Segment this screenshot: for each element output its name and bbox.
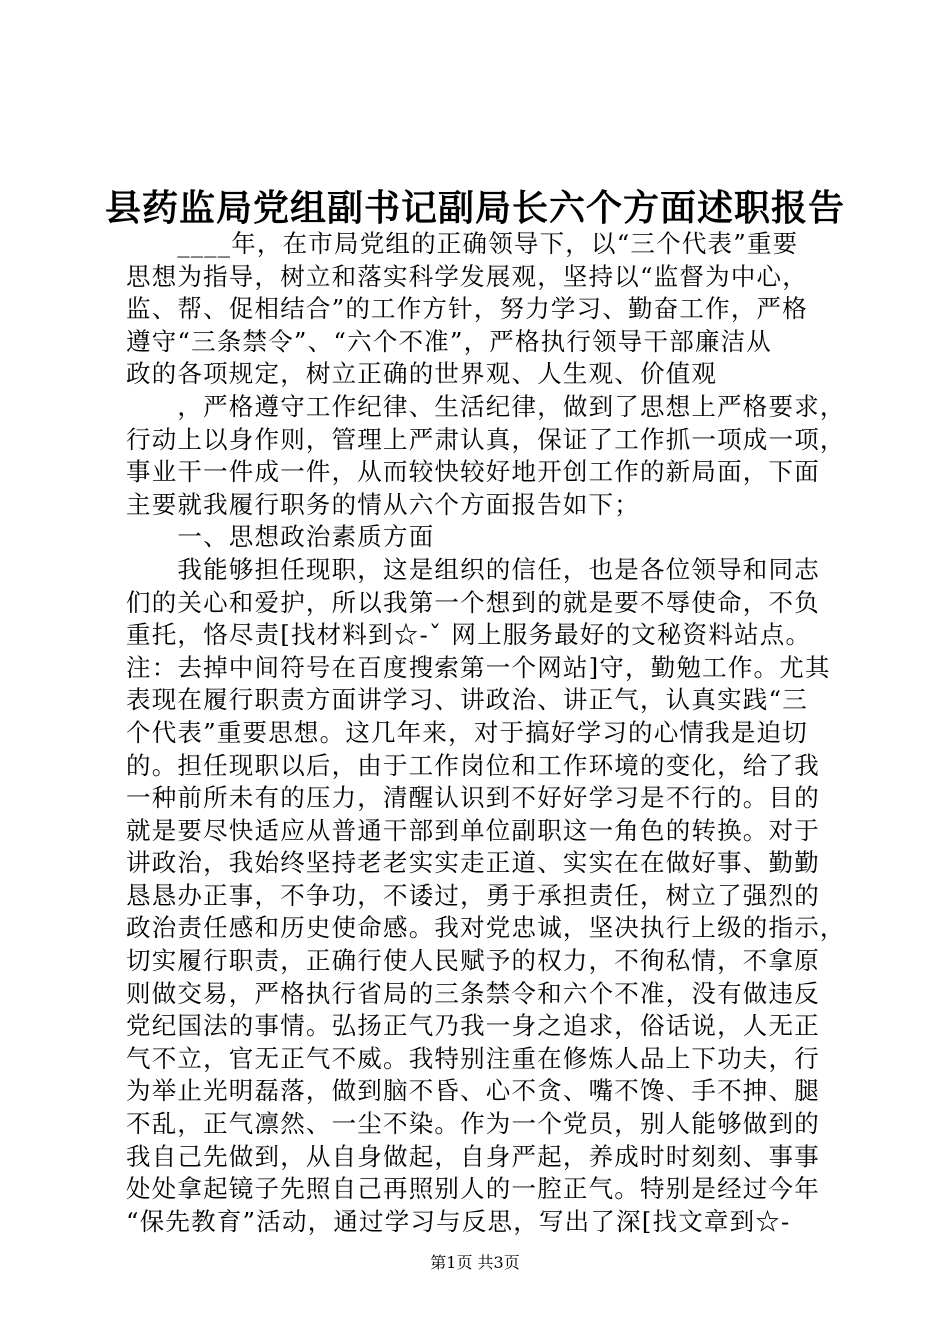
body-line: 事业干一件成一件，从而较快较好地开创工作的新局面，下面 [126, 457, 820, 487]
body-line: 监、帮、促相结合”的工作方针，努力学习、勤奋工作，严格 [126, 294, 808, 324]
body-line: 不乱，正气凛然、一尘不染。作为一个党员，别人能够做到的 [126, 1109, 820, 1139]
body-line: 为举止光明磊落，做到脑不昏、心不贪、嘴不馋、手不抻、腿 [126, 1076, 820, 1106]
body-line: 主要就我履行职务的情从六个方面报告如下； [126, 489, 640, 519]
page-number-footer: 第1页 共3页 [430, 1253, 520, 1272]
body-line: 政治责任感和历史使命感。我对党忠诚，坚决执行上级的指示， [126, 913, 846, 943]
body-line: 气不立，官无正气不威。我特别注重在修炼人品上下功夫，行 [126, 1043, 820, 1073]
body-line: 我自己先做到，从自身做起，自身严起，养成时时刻刻、事事 [126, 1141, 820, 1171]
body-line: 则做交易，严格执行省局的三条禁令和六个不准，没有做违反 [126, 978, 820, 1008]
body-line: 党纪国法的事情。弘扬正气乃我一身之追求，俗话说，人无正 [126, 1011, 820, 1041]
body-line: 个代表”重要思想。这几年来，对于搞好学习的心情我是迫切 [126, 717, 808, 747]
body-line: 们的关心和爱护，所以我第一个想到的就是要不辱使命，不负 [126, 587, 820, 617]
section-heading: 一、思想政治素质方面 [126, 522, 435, 552]
body-line: 我能够担任现职，这是组织的信任，也是各位领导和同志 [126, 554, 820, 584]
body-line: 恳恳办正事，不争功，不诿过，勇于承担责任，树立了强烈的 [126, 880, 820, 910]
body-line: 重托，恪尽责[找材料到☆-ˇ 网上服务最好的文秘资料站点。 [126, 620, 812, 650]
body-line: 注：去掉中间符号在百度搜索第一个网站]守，勤勉工作。尤其 [126, 652, 831, 682]
body-line: 思想为指导，树立和落实科学发展观，坚持以“监督为中心， [126, 261, 808, 291]
body-line: 政的各项规定，树立正确的世界观、人生观、价值观 [126, 359, 718, 389]
body-line: ____年，在市局党组的正确领导下，以“三个代表”重要 [126, 229, 799, 258]
body-line: 一种前所未有的压力，清醒认识到不好好学习是不行的。目的 [126, 783, 820, 813]
body-line: 讲政治，我始终坚持老老实实走正道、实实在在做好事、勤勤 [126, 848, 820, 878]
document-title: 县药监局党组副书记副局长六个方面述职报告 [104, 187, 845, 229]
body-line: 遵守“三条禁令”、“六个不准”，严格执行领导干部廉洁从 [126, 326, 772, 356]
body-line: “保先教育”活动，通过学习与反思，写出了深[找文章到☆- [126, 1206, 791, 1236]
document-body [126, 228, 846, 1238]
body-line: 就是要尽快适应从普通干部到单位副职这一角色的转换。对于 [126, 815, 820, 845]
body-line: ，严格遵守工作纪律、生活纪律，做到了思想上严格要求， [126, 391, 846, 421]
body-line: 行动上以身作则，管理上严肃认真，保证了工作抓一项成一项， [126, 424, 846, 454]
body-line: 处处拿起镜子先照自己再照别人的一腔正气。特别是经过今年 [126, 1174, 820, 1204]
body-line: 切实履行职责，正确行使人民赋予的权力，不徇私情，不拿原 [126, 946, 820, 976]
body-line: 表现在履行职责方面讲学习、讲政治、讲正气，认真实践“三 [126, 685, 808, 715]
body-line: 的。担任现职以后，由于工作岗位和工作环境的变化，给了我 [126, 750, 820, 780]
